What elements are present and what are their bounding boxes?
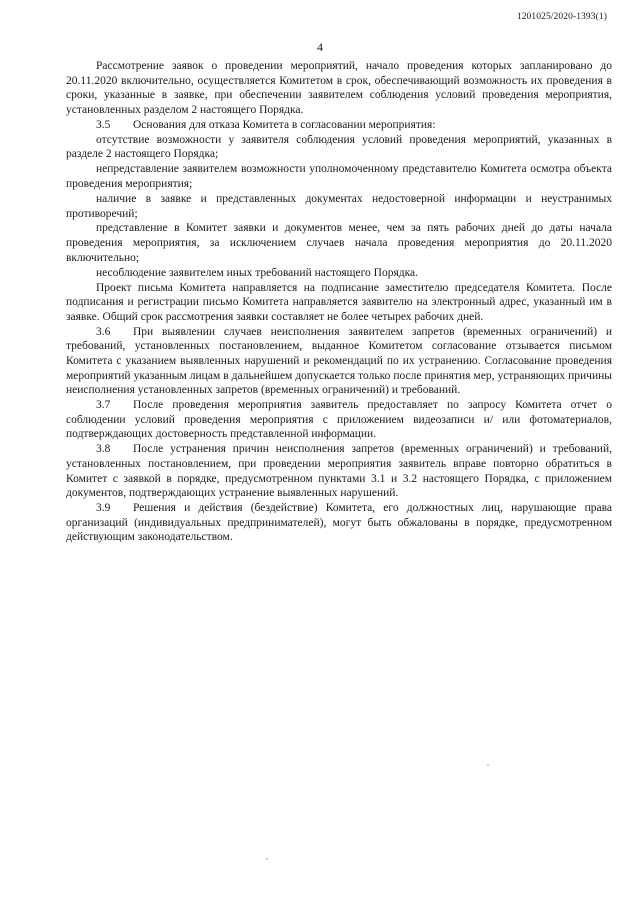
- paragraph-text: наличие в заявке и представленных документах недостоверной информации и неустранимых противоречий;: [66, 192, 612, 220]
- paragraph-text: Рассмотрение заявок о проведении мероприятий, начало проведения которых запланировано до 20.11.2020 включительно, осуществляется Комитетом в срок, обеспечивающий возможность их проведения в сроки, указанные в заявке, при обеспечении заявителем соблюдения условий проведения мероприятия, установленных разделом 2 настоящего Порядка.: [66, 60, 612, 116]
- paragraph-number: 3.5: [96, 118, 111, 131]
- paragraph-number: 3.6: [96, 325, 111, 338]
- list-item: [66, 221, 612, 265]
- paragraph-3-8: [66, 442, 612, 500]
- paragraph-number: 3.7: [96, 399, 111, 412]
- paragraph-3-9: [66, 501, 612, 545]
- paragraph-text: несоблюдение заявителем иных требований настоящего Порядка.: [96, 266, 419, 279]
- paragraph-3-6: [66, 325, 612, 398]
- list-item: [66, 266, 612, 281]
- paragraph-text: непредставление заявителем возможности уполномоченному представителю Комитета осмотра объекта проведения мероприятия;: [66, 163, 612, 190]
- scan-speck: [487, 764, 489, 766]
- paragraph-text: Проект письма Комитета направляется на подписание заместителю председателя Комитета. После подписания и регистрации письмо Комитета направляется заявителю на электронный адрес, указанный им в заявке. Общий срок рассмотрения заявки составляет не более четырех рабочих дней.: [66, 281, 612, 323]
- paragraph: [66, 281, 612, 325]
- paragraph-text: Основания для отказа Комитета в согласовании мероприятия:: [133, 118, 436, 131]
- paragraph-text: отсутствие возможности у заявителя соблюдения условий проведения мероприятий, указанных в разделе 2 настоящего Порядка;: [66, 133, 612, 161]
- document-code: 1201025/2020-1393(1): [516, 12, 607, 22]
- list-item: [66, 192, 612, 221]
- list-item: [66, 133, 612, 162]
- paragraph-text: Решения и действия (бездействие) Комитета, его должностных лиц, нарушающие права организаций (индивидуальных предпринимателей), могут быть обжалованы в порядке, предусмотренном действующим законодательством.: [66, 502, 612, 544]
- paragraph-3-7: [66, 398, 612, 442]
- paragraph-text: При выявлении случаев неисполнения заявителем запретов (временных ограничений) и требований, установленных постановлением, выданное Комитетом согласование отзывается письмом Комитета с указанием выявленных нарушений и рекомендаций по их устранению. Согласование проведения мероприятий указанным лицам в дальнейшем допускается только после принятия мер, устраняющих причины неисполнения установленных запретов (временных ограничений) и требований.: [66, 325, 612, 397]
- paragraph-number: 3.8: [96, 443, 111, 456]
- list-item: [66, 162, 612, 191]
- paragraph-text: После проведения мероприятия заявитель предоставляет по запросу Комитета отчет о соблюдении условий проведения мероприятия с приложением видеозаписи и/ или фотоматериалов, подтверждающих достоверность представленной информации.: [66, 399, 612, 441]
- page-number: 4: [317, 40, 323, 54]
- paragraph-text: представление в Комитет заявки и документов менее, чем за пять рабочих дней до даты начала проведения мероприятия, за исключением случаев начала проведения мероприятия до 20.11.2020 включительно;: [66, 222, 612, 264]
- paragraph: [66, 59, 612, 117]
- paragraph-number: 3.9: [96, 502, 111, 515]
- paragraph-text: После устранения причин неисполнения запретов (временных ограничений) и требований, установленных постановлением, при проведении мероприятия заявитель вправе повторно обратиться в Комитет с заявкой в порядке, предусмотренном пунктами 3.1 и 3.2 настоящего Порядка, с приложением документов, подтверждающих устранение выявленных нарушений.: [66, 443, 612, 500]
- scan-speck: [266, 858, 268, 860]
- body-text: [66, 59, 612, 545]
- paragraph-3-5: [66, 118, 612, 133]
